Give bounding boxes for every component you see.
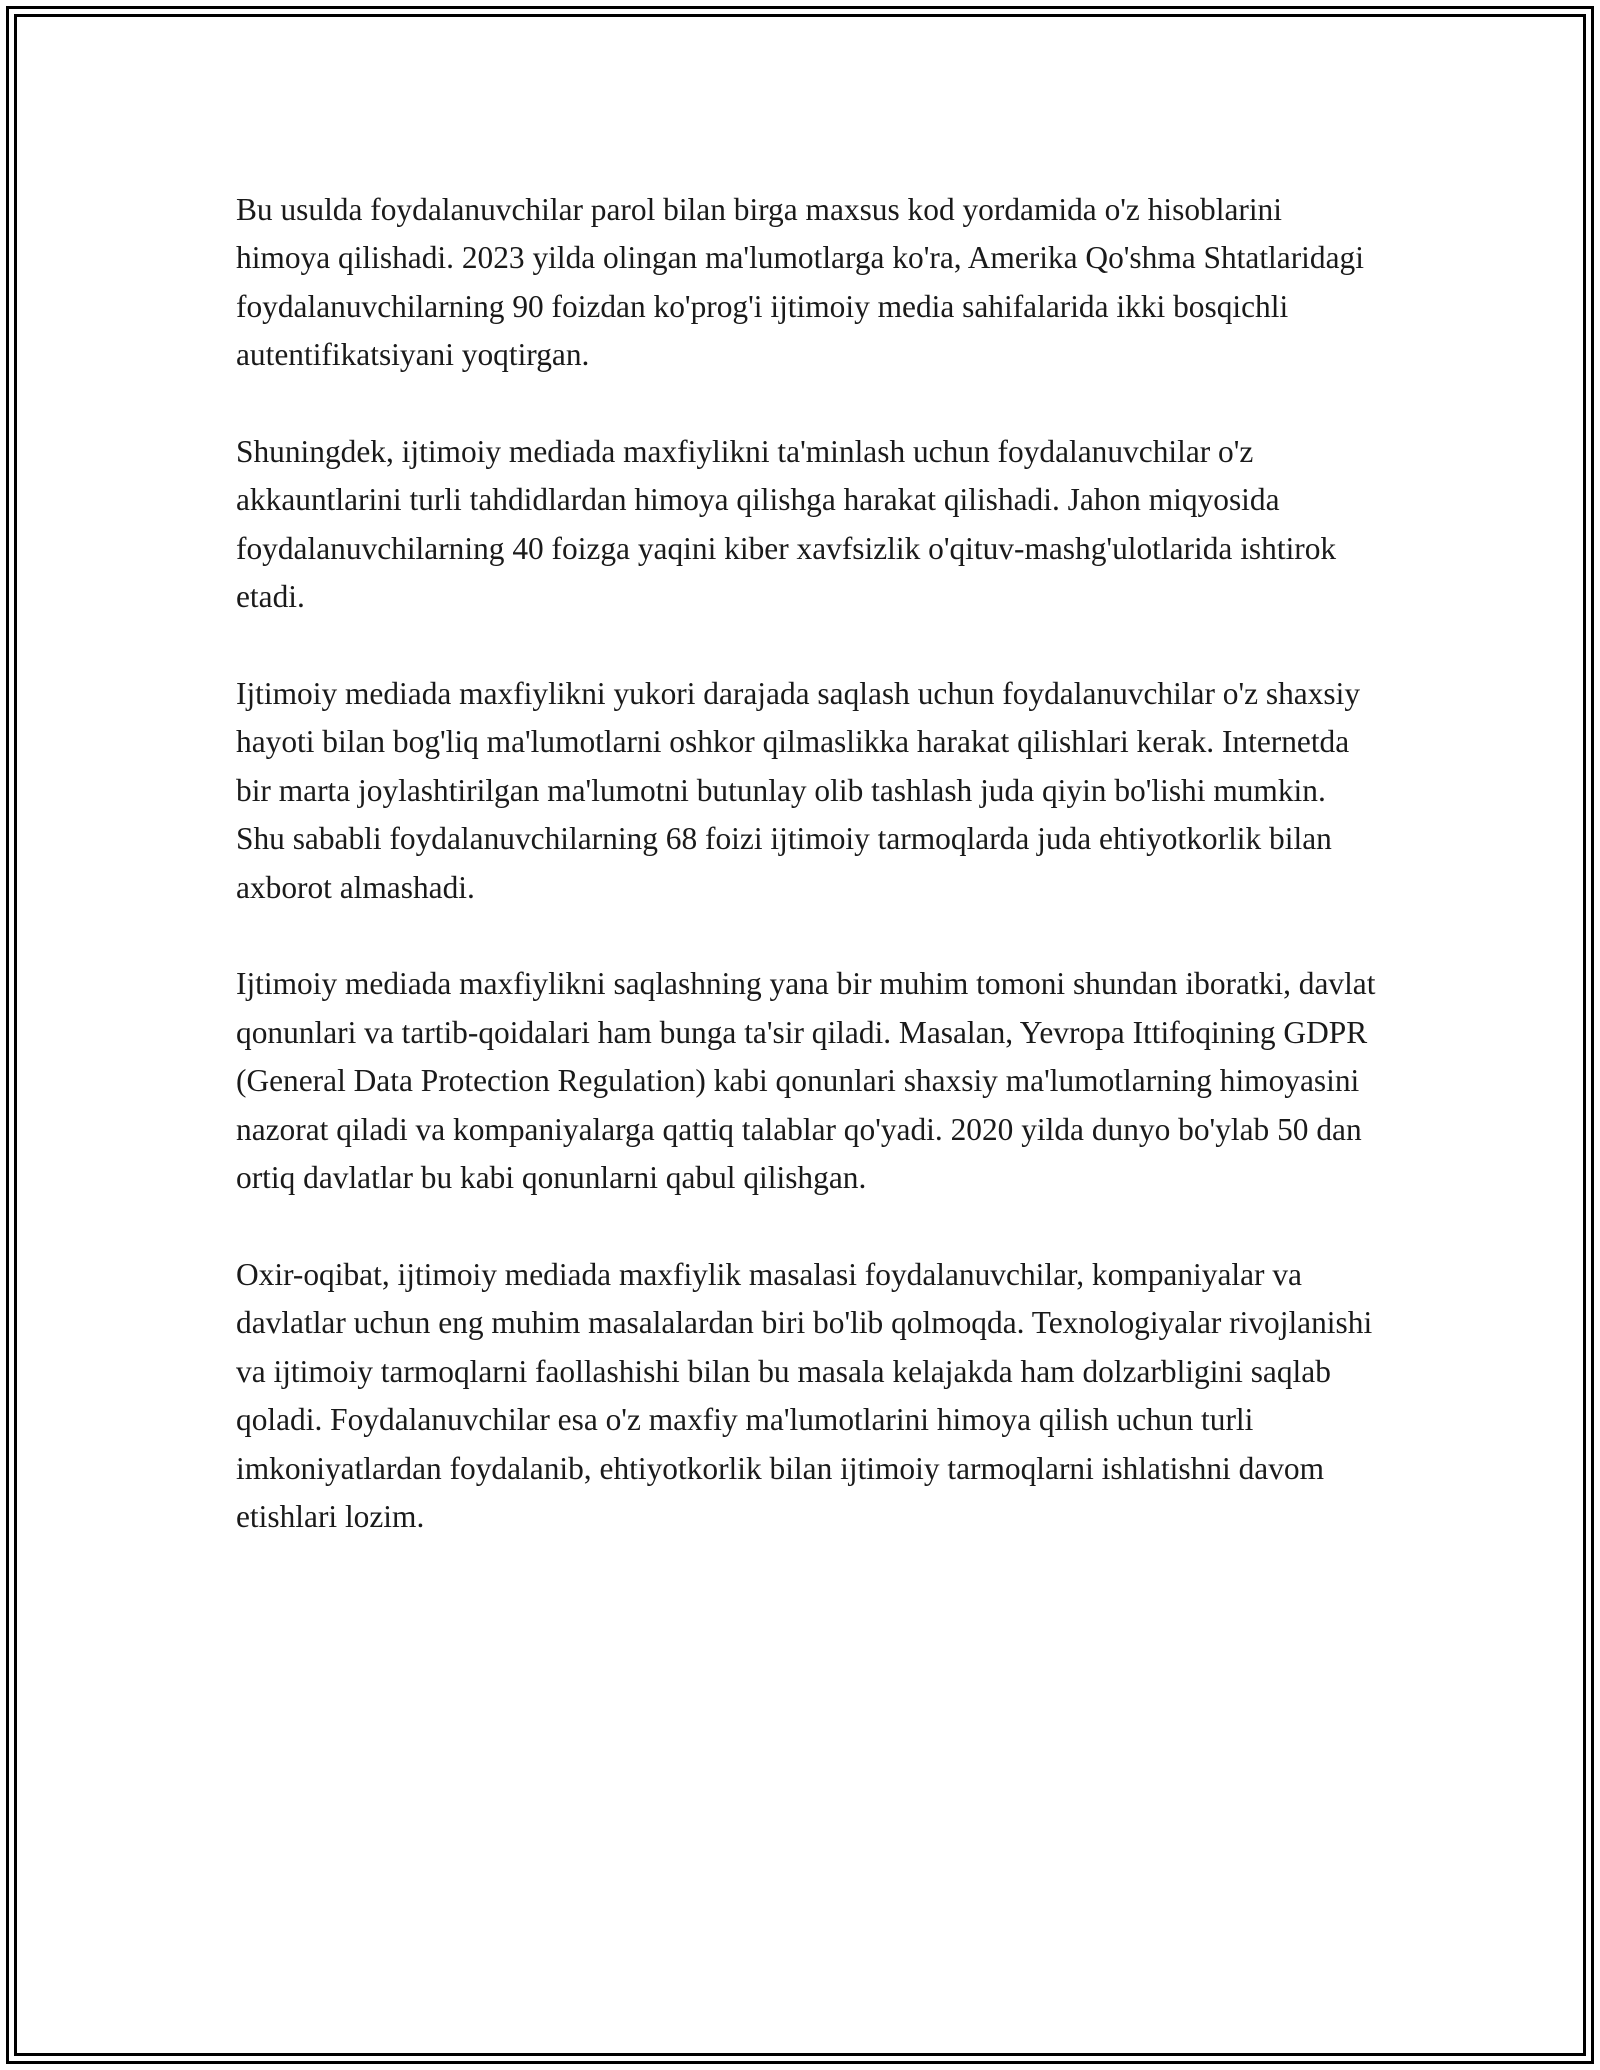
document-body xyxy=(236,186,1376,1541)
paragraph-conclusion: Oxir-oqibat, ijtimoiy mediada maxfiylik masalasi foydalanuvchilar, kompaniyalar va davlatlar uchun eng muhim masalalardan biri bo'lib qolmoqda. Texnologiyalar rivojlanishi va ijtimoiy tarmoqlarni faollashishi bilan bu masala kelajakda ham dolzarbligini saqlab qoladi. Foydalanuvchilar esa o'z maxfiy ma'lumotlarini himoya qilish uchun turli imkoniyatlardan foydalanib, ehtiyotkorlik bilan ijtimoiy tarmoqlarni ishlatishni davom etishlari lozim. xyxy=(236,1256,1373,1534)
paragraph-laws-gdpr: Ijtimoiy mediada maxfiylikni saqlashning yana bir muhim tomoni shundan iboratki, davlat qonunlari va tartib-qoidalari ham bunga ta'sir qiladi. Masalan, Yevropa Ittifoqining GDPR (General Data Protection Regulation) kabi qonunlari shaxsiy ma'lumotlarning himoyasini nazorat qiladi va kompaniyalarga qattiq talablar qo'yadi. 2020 yilda dunyo bo'ylab 50 dan ortiq davlatlar bu kabi qonunlarni qabul qilishgan. xyxy=(236,966,1376,1196)
paragraph-personal-data: Ijtimoiy mediada maxfiylikni yukori darajada saqlash uchun foydalanuvchilar o'z shaxsiy hayoti bilan bog'liq ma'lumotlarni oshkor qilmaslikka harakat qilishlari kerak. Internetda bir marta joylashtirilgan ma'lumotni butunlay olib tashlash juda qiyin bo'lishi mumkin. Shu sababli foydalanuvchilarning 68 foizi ijtimoiy tarmoqlarda juda ehtiyotkorlik bilan axborot almashadi. xyxy=(236,676,1361,905)
paragraph-two-factor-auth: Bu usulda foydalanuvchilar parol bilan birga maxsus kod yordamida o'z hisoblarini himoya qilishadi. 2023 yilda olingan ma'lumotlarga ko'ra, Amerika Qo'shma Shtatlaridagi foydalanuvchilarning 90 foizdan ko'prog'i ijtimoiy media sahifalarida ikki bosqichli autentifikatsiyani yoqtirgan. xyxy=(236,192,1364,373)
paragraph-account-protection: Shuningdek, ijtimoiy mediada maxfiylikni ta'minlash uchun foydalanuvchilar o'z akkauntlarini turli tahdidlardan himoya qilishga harakat qilishadi. Jahon miqyosida foydalanuvchilarning 40 foizga yaqini kiber xavfsizlik o'qituv-mashg'ulotlarida ishtirok etadi. xyxy=(236,434,1337,615)
